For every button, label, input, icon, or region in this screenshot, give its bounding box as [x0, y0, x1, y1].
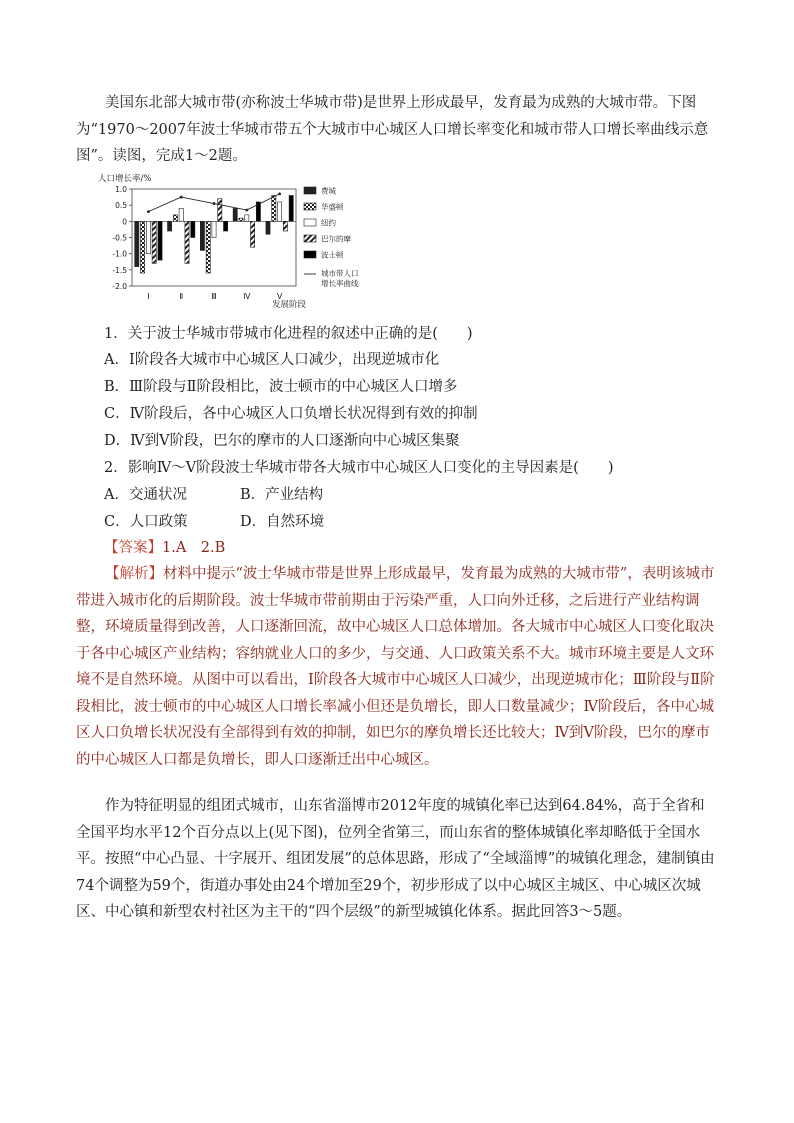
answer-line [104, 538, 225, 558]
legend-curve-label-2: 增长率曲线 [321, 279, 359, 288]
legend-swatch [304, 235, 316, 242]
bar [168, 221, 172, 231]
legend-swatch [304, 219, 316, 226]
bar [278, 202, 282, 221]
curve-point [245, 209, 248, 212]
question-2-option-d: D．自然环境 [240, 514, 325, 530]
legend-label: 巴尔的摩 [321, 234, 351, 244]
y-tick-label: 0.5 [115, 201, 127, 211]
answer-text: 1.A 2.B [162, 540, 226, 556]
question-2-option-a: A．交通状况 [104, 487, 187, 503]
bar [141, 221, 145, 273]
bar [135, 221, 139, 266]
question-2-option-b: B．产业结构 [240, 487, 324, 503]
x-tick-label: Ⅱ [179, 292, 184, 301]
bar [212, 221, 216, 237]
bar [185, 221, 189, 263]
curve-point [278, 192, 281, 195]
analysis-text: 材料中提示“波士华城市带是世界上形成最早，发育最为成熟的大城市带”，表明该城市带进入城市化的后期阶段。波士华城市带前期由于污染严重，人口向外迁移，之后进行产业结构调整，环境质量得到改善，人口逐渐回流，故中心城区人口总体增加。各大城市中心城区人口变化取决于各中心城区产业结构；容纳就业人口的多少，与交通、人口政策关系不大。城市环境主要是人文环境不是自然环境。从图中可以看出，Ⅰ阶段各大城市中心城区人口减少，出现逆城市化；Ⅲ阶段与Ⅱ阶段相比，波士顿市的中心城区人口增长率减小但还是负增长，即人口数量减少；Ⅳ阶段后，各中心城区人口负增长状况没有全部得到有效的抑制，如巴尔的摩负增长还比较大；Ⅳ到Ⅴ阶段，巴尔的摩市的中心城区人口都是负增长，即人口逐渐迁出中心城区。 [76, 566, 715, 768]
bar [218, 199, 222, 222]
x-axis-label: 发展阶段 [271, 300, 306, 310]
bar [191, 221, 195, 237]
y-tick-label: -0.5 [112, 233, 127, 243]
bar [289, 195, 293, 221]
answer-tag: 【答案】 [104, 540, 162, 556]
bar [224, 221, 228, 231]
zibo-paragraph: 作为特征明显的组团式城市，山东省淄博市2012年度的城镇化率已达到64.84%，高于全省和全国平均水平12个百分点以上(见下图)，位列全省第三，而山东省的整体城镇化率却略低于全国水平。按照“中心凸显、十字展开、组团发展”的总体思路，形成了“全域淄博”的城镇化理念，建制镇由74个调整为59个，街道办事处由24个增加至29个，初步形成了以中心城区主城区、中心城区次城区、中心镇和新型农村社区为主干的“四个层级”的新型城镇化体系。据此回答3～5题。 [76, 798, 715, 920]
legend-swatch [304, 251, 316, 258]
curve-point [180, 196, 183, 199]
legend-label: 波士顿 [321, 250, 344, 260]
legend-label: 费城 [321, 186, 336, 196]
y-tick-label: -1.5 [112, 265, 127, 275]
bar [266, 221, 270, 234]
bar [245, 215, 249, 221]
bar [200, 221, 204, 250]
bar [146, 221, 150, 253]
curve-point [213, 202, 216, 205]
bar [173, 215, 177, 221]
bar [206, 221, 210, 273]
question-2: 2．影响Ⅳ～Ⅴ阶段波士华城市带各大城市中心城区人口变化的主导因素是( ) [104, 460, 614, 476]
analysis-paragraph [76, 561, 716, 773]
x-tick-label: Ⅴ [276, 292, 283, 301]
question-1: 1．关于波士华城市带城市化进程的叙述中正确的是( ) [104, 326, 473, 342]
bar [239, 218, 243, 221]
question-1-option-c: C．Ⅳ阶段后，各中心城区人口负增长状况得到有效的抑制 [104, 406, 478, 422]
legend-swatch [304, 203, 316, 210]
legend-label: 华盛顿 [321, 202, 344, 212]
y-axis-label: 人口增长率/% [98, 174, 152, 184]
legend-label: 纽约 [321, 218, 336, 228]
bar [251, 221, 255, 247]
bar [158, 221, 162, 260]
analysis-tag: 【解析】 [105, 566, 163, 582]
bar [272, 195, 276, 221]
question-2-option-c: C．人口政策 [104, 514, 188, 530]
x-tick-label: Ⅳ [243, 292, 251, 301]
bar [179, 208, 183, 221]
x-tick-label: Ⅲ [211, 292, 217, 301]
question-1-option-d: D．Ⅳ到Ⅴ阶段，巴尔的摩市的人口逐渐向中心城区集聚 [104, 433, 460, 449]
y-tick-label: 0 [122, 217, 127, 227]
population-growth-chart [96, 172, 386, 312]
intro-paragraph: 美国东北部大城市带(亦称波士华城市带)是世界上形成最早，发育最为成熟的大城市带。下图为“1970～2007年波士华城市带五个大城市中心城区人口增长率变化和城市带人口增长率曲线示意图”。读图，完成1～2题。 [76, 95, 709, 164]
x-tick-label: Ⅰ [147, 292, 150, 301]
bar [233, 208, 237, 221]
bar [283, 221, 287, 231]
question-1-option-b: B．Ⅲ阶段与Ⅱ阶段相比，波士顿市的中心城区人口增多 [104, 379, 458, 395]
curve-point [147, 210, 150, 213]
question-1-option-a: A．Ⅰ阶段各大城市中心城区人口减少，出现逆城市化 [104, 352, 440, 368]
y-tick-label: -2.0 [112, 282, 127, 291]
bar [152, 221, 156, 263]
y-tick-label: 1.0 [115, 185, 127, 194]
legend-curve-label-1: 城市带人口 [321, 269, 359, 278]
y-tick-label: -1.0 [112, 249, 127, 259]
legend-swatch [304, 187, 316, 194]
